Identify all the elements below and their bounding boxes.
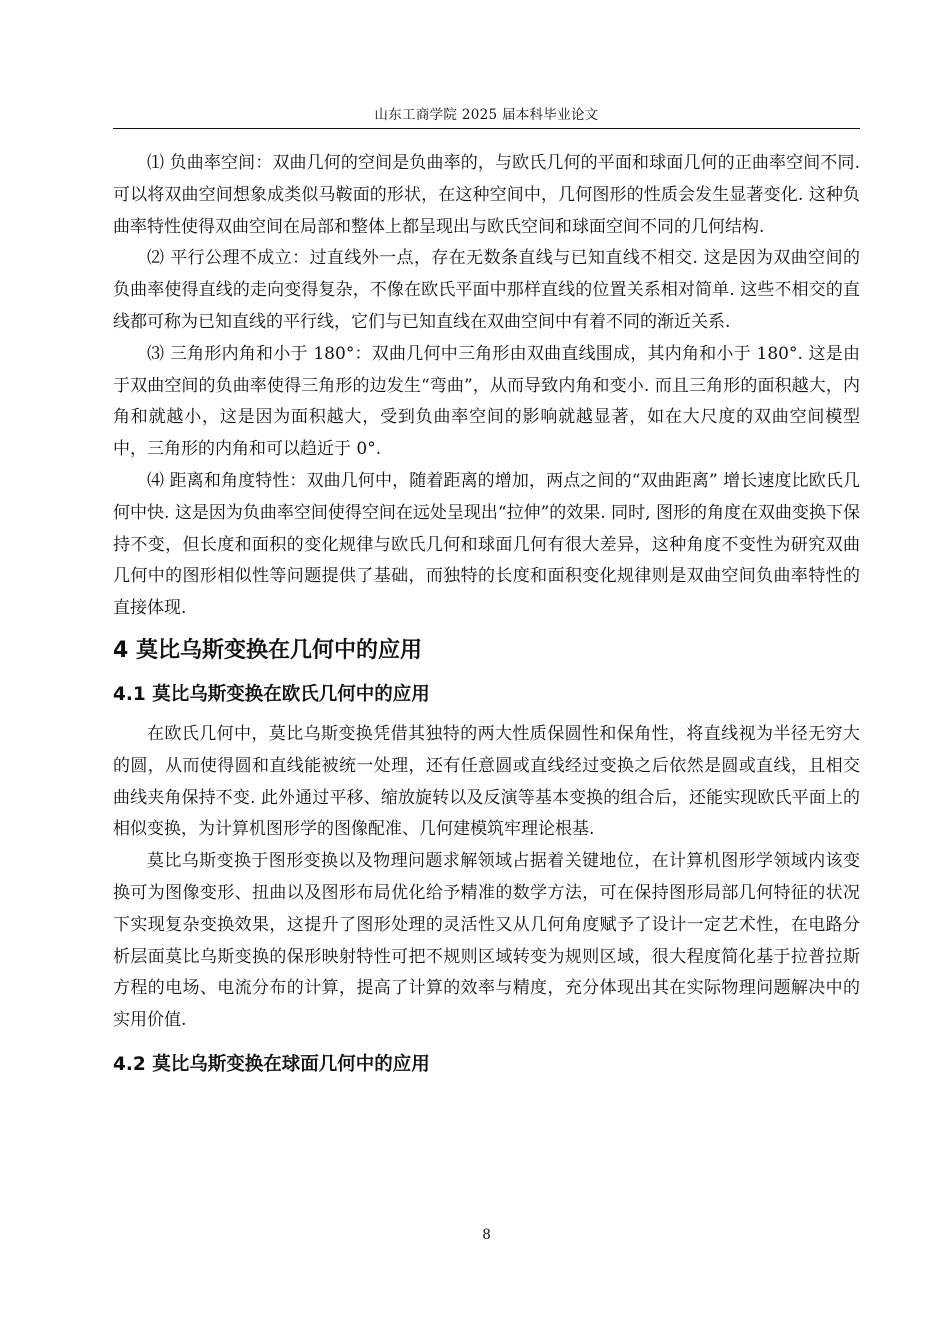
section-heading-4-1: 4.1 莫比乌斯变换在欧氏几何中的应用 bbox=[113, 683, 430, 705]
paragraph-euclidean-application: 在欧氏几何中，莫比乌斯变换凭借其独特的两大性质保圆性和保角性，将直线视为半径无穷大的圆，从而使得圆和直线能被统一处理，还有任意圆或直线经过变换之后依然是圆或直线，且相交曲线夹角保持不变. 此外通过平移、缩放旋转以及反演等基本变换的组合后，还能实现欧氏平面上的相似变换，为计算机图形学的图像配准、几何建模筑牢理论根基. bbox=[113, 723, 860, 840]
paragraph-negative-curvature: ⑴ 负曲率空间：双曲几何的空间是负曲率的，与欧氏几何的平面和球面几何的正曲率空间不同. 可以将双曲空间想象成类似马鞍面的形状，在这种空间中，几何图形的性质会发生显著变化. 这种负曲率特性使得双曲空间在局部和整体上都呈现出与欧氏空间和球面空间不同的几何结构. bbox=[113, 153, 860, 237]
header-rule bbox=[113, 128, 860, 129]
paragraph-parallel-postulate: ⑵ 平行公理不成立：过直线外一点，存在无数条直线与已知直线不相交. 这是因为双曲空间的负曲率使得直线的走向变得复杂，不像在欧氏平面中那样直线的位置关系相对简单. 这些不相交的直线都可称为已知直线的平行线，它们与已知直线在双曲空间中有着不同的渐近关系. bbox=[113, 248, 860, 332]
paragraph-distance-angle: ⑷ 距离和角度特性：双曲几何中，随着距离的增加，两点之间的“双曲距离” 增长速度比欧氏几何中快. 这是因为负曲率空间使得空间在远处呈现出“拉伸”的效果. 同时, 图形的角度在双曲变换下保持不变，但长度和面积的变化规律与欧氏几何和球面几何有很大差异，这种角度不变性为研究双曲几何中的图形相似性等问题提供了基础，而独特的长度和面积变化规律则是双曲空间负曲率特性的直接体现. bbox=[113, 470, 860, 619]
page-body bbox=[113, 148, 860, 1089]
page-number: 8 bbox=[482, 1227, 491, 1243]
running-header: 山东工商学院 2025 届本科毕业论文 bbox=[374, 107, 599, 123]
paragraph-triangle-angle-sum: ⑶ 三角形内角和小于 180°：双曲几何中三角形由双曲直线围成，其内角和小于 180°. 这是由于双曲空间的负曲率使得三角形的边发生“弯曲”，从而导致内角和变小. 而且三角形的面积越大，内角和就越小，这是因为面积越大，受到负曲率空间的影响就越显著，如在大尺度的双曲空间模型中，三角形的内角和可以趋近于 0°. bbox=[113, 343, 860, 460]
chapter-heading: 4 莫比乌斯变换在几何中的应用 bbox=[113, 637, 422, 663]
paragraph-graphics-physics: 莫比乌斯变换于图形变换以及物理问题求解领域占据着关键地位，在计算机图形学领域内该变换可为图像变形、扭曲以及图形布局优化给予精准的数学方法，可在保持图形局部几何特征的状况下实现复杂变换效果，这提升了图形处理的灵活性又从几何角度赋予了设计一定艺术性，在电路分析层面莫比乌斯变换的保形映射特性可把不规则区域转变为规则区域，很大程度简化基于拉普拉斯方程的电场、电流分布的计算，提高了计算的效率与精度，充分体现出其在实际物理问题解决中的实用价值. bbox=[113, 851, 860, 1031]
section-heading-4-2: 4.2 莫比乌斯变换在球面几何中的应用 bbox=[113, 1053, 430, 1075]
